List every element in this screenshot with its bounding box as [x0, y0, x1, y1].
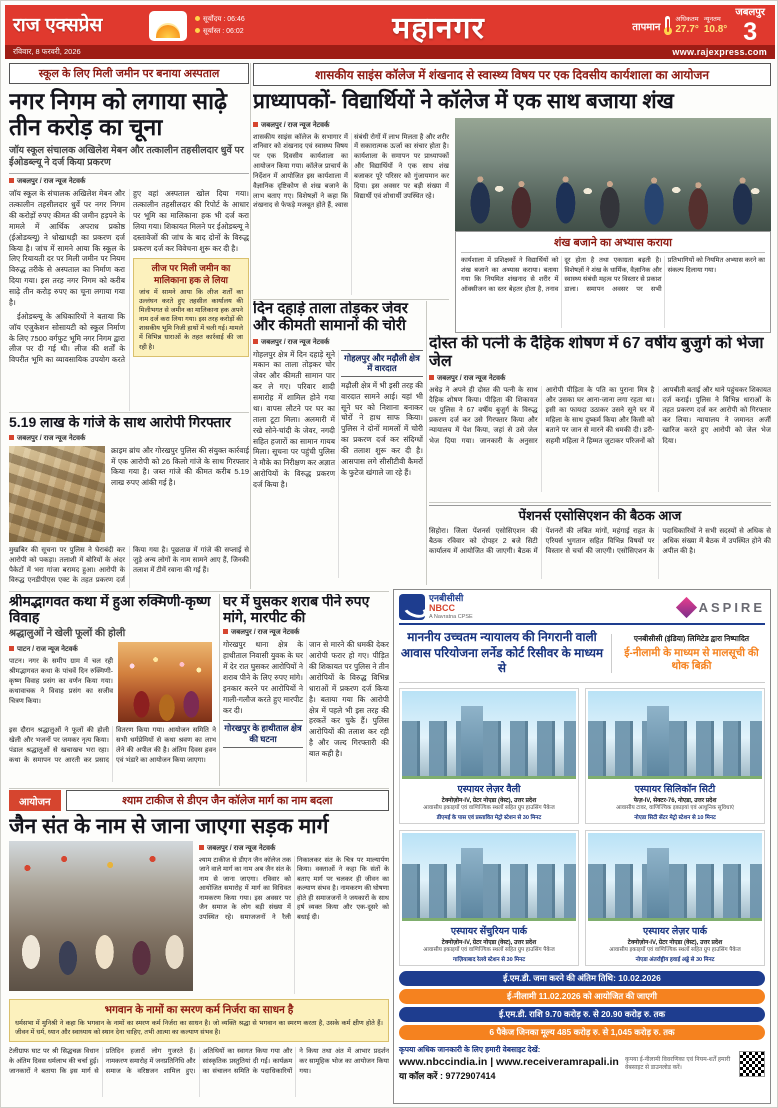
highlight-box-title: लीज पर मिली जमीन का मालिकाना हक ले लिया [151, 263, 231, 285]
bhagwat-paragraph: पाटन। नगर के समीप ग्राम में चल रही श्रीमद्भागवत कथा के पांचवें दिन रुक्मिणी-कृष्ण विवाह प्रसंग का वर्णन किया गया। कथावाचक ने विवाह प्रसंग का सजीव चित्रण किया। [9, 658, 113, 705]
brand-name: राज एक्सप्रेस [13, 15, 103, 37]
property-photo [402, 833, 576, 921]
nbcc-logo-text [429, 594, 473, 620]
page-number: 3 [743, 17, 758, 46]
property-card [399, 830, 579, 966]
ad-note: कृपया ई-नीलामी विवरणिका एवं नियम-शर्तें हमारी वेबसाइट से डाउनलोड करें। [625, 1056, 731, 1071]
lead-byline: जबलपुर / राज न्यूज नेटवर्क [9, 177, 249, 186]
property-distance: नोएडा सिटी सेंटर मेट्रो स्टेशन से 10 मिनट [634, 815, 716, 822]
temp-max: अधिकतम 27.7° [675, 16, 699, 35]
practice-box-body: कार्यशाला में प्रशिक्षकों ने विद्यार्थियों को शंख बजाने का अभ्यास कराया। बताया गया कि नियमित शंखनाद से शरीर में ऑक्सीजन का स्तर बेहतर होता है, तनाव दूर होता है तथा एकाग्रता बढ़ती है। विशेषज्ञों ने शंख के धार्मिक, वैज्ञानिक और स्वास्थ्य संबंधी महत्व पर विस्तार से प्रकाश डाला। समापन अवसर पर सभी प्रतिभागियों को नियमित अभ्यास करने का संकल्प दिलाया गया। [461, 257, 765, 293]
city-name: जबलपुर [735, 6, 765, 18]
column-rule [250, 63, 251, 589]
section-rule [9, 412, 249, 413]
ganja-body: मुखबिर की सूचना पर पुलिस ने घेराबंदी कर आरोपी को पकड़ा। तलाशी में बोरियों के अंदर पैकेटों में भरा गांजा बरामद हुआ। आरोपी के विरुद्ध एनडीपीएस एक्ट के तहत प्रकरण दर्ज किया गया है। पूछताछ में गांजे की सप्लाई से जुड़े अन्य लोगों के नाम सामने आए हैं, जिनकी तलाश में टीमें रवाना की गई हैं। [9, 546, 249, 585]
thermometer-icon [665, 16, 670, 35]
sharab-headline: घर में घुसकर शराब पीने रुपए मांगे, मारपीट की [223, 594, 370, 625]
theft-headline: दिन दहाड़े ताला तोड़कर जेवर और कीमती सामानों की चोरी [253, 301, 408, 334]
nbcc-logo [399, 594, 473, 620]
aspire-wordmark: ASPIRE [698, 599, 765, 615]
section-rule [9, 788, 389, 789]
ad-bar-emd-date: ई.एम.डी. जमा करने की अंतिम तिथि: 10.02.2026 [399, 971, 765, 986]
jain-box-title: भगवान के नामों का स्मरण कर्म निर्जरा का साधन है [104, 1003, 294, 1016]
property-detail: आवासीय इकाइयों एवं वाणिज्यिक स्थलों सहित ग्रुप हाउसिंग पैकेज [423, 804, 555, 811]
conch-kicker: शासकीय साइंस कॉलेज में शंखनाद से स्वास्थ्य विषय पर एक दिवसीय कार्यशाला का आयोजन [253, 63, 771, 86]
ad-sale-line: ई-नीलामी के माध्यम से मालसूची की थोक बिक्री [624, 646, 759, 672]
jail-byline: जबलपुर / राज न्यूज नेटवर्क [429, 374, 771, 383]
property-name: एस्पायर लेज़र पार्क [642, 926, 707, 938]
sharab-paragraph: गोरखपुर थाना क्षेत्र के हाथीताल निवासी युवक के घर में देर रात घुसकर आरोपियों ने शराब पीने के लिए रुपए मांगे। इनकार करने पर आरोपियों ने गाली-गलौज करते हुए मारपीट कर दी। [223, 640, 303, 715]
lead-kicker: स्कूल के लिए मिली जमीन पर बनाया अस्पताल [9, 63, 249, 84]
sunset-time: सूर्यास्त : 06:02 [195, 26, 245, 38]
ganja-headline: 5.19 लाख के गांजे के साथ आरोपी गिरफ्तार [9, 415, 231, 430]
ad-executor-line: एनबीसीसी (इंडिया) लिमिटेड द्वारा निष्पादित [633, 633, 750, 643]
aspire-logo-icon [675, 596, 696, 617]
edition-title: महानगर [392, 11, 485, 45]
property-photo [588, 833, 762, 921]
bhagwat-body: इस दौरान श्रद्धालुओं ने फूलों की होली खेली और भजनों पर जमकर नृत्य किया। पंडाल श्रद्धालुओं से खचाखच भरा रहा। कथा के समापन पर आरती कर प्रसाद वितरण किया गया। आयोजन समिति ने सभी धर्मप्रेमियों से कथा श्रवण का लाभ लेने की अपील की है। अंतिम दिवस हवन एवं भंडारे का आयोजन किया जाएगा। [9, 727, 216, 764]
ad-logo-row [399, 594, 765, 625]
column-rule [426, 301, 427, 585]
jain-kicker: श्याम टाकीज से डीएन जैन कॉलेज मार्ग का नाम बदला [66, 790, 389, 811]
property-location: टेक्नोज़ोन-IV, ग्रेटर नोएडा (वेस्ट), उत्तर प्रदेश [441, 940, 537, 947]
jain-headline: जैन संत के नाम से जाना जाएगा सड़क मार्ग [9, 815, 329, 838]
property-location: टेक्नोज़ोन-IV, ग्रेटर नोएडा (वेस्ट), उत्तर प्रदेश [441, 797, 537, 804]
conch-text-block [253, 118, 449, 295]
aspire-logo [679, 600, 765, 615]
property-distance: डीएमई के पास एवं प्रस्तावित मेट्रो स्टेशन से 30 मिनट [436, 815, 542, 822]
theft-byline: जबलपुर / राज न्यूज नेटवर्क [253, 338, 423, 347]
article-jain-road [9, 790, 389, 1104]
ad-headline: माननीय उच्चतम न्यायालय की निगरानी वाली आवास परियोजना लर्नेड कोर्ट रिसीवर के माध्यम से [400, 630, 604, 676]
conch-headline: प्राध्यापकों- विद्यार्थियों ने कॉलेज में एक साथ बजाया शंख [253, 90, 674, 113]
nbcc-tagline: A Navratna CPSE [429, 613, 473, 620]
jain-ceremony-photo [9, 841, 193, 991]
bhagwat-headline: श्रीमद्भागवत कथा में हुआ रुक्मिणी-कृष्ण विवाह [9, 594, 211, 625]
conch-workshop-photo [455, 118, 771, 236]
ad-websites: www.nbccindia.in | www.receiveramrapali.in [399, 1056, 619, 1069]
ganja-content [9, 446, 249, 542]
ad-headline-right [611, 634, 765, 673]
property-name: एस्पायर लेज़र वैली [457, 783, 521, 795]
lead-subhead: जॉय स्कूल संचालक अखिलेश मेबन और तत्कालीन तहसीलदार धुर्वे पर ईओडब्ल्यू ने दर्ज किया प्रकरण [9, 145, 249, 175]
nbcc-hindi: एनबीसीसी [429, 593, 464, 604]
sharab-crosshead: गोरखपुर के हाथीताल क्षेत्र की घटना [223, 720, 303, 747]
lead-paragraph: ईओडब्ल्यू के अधिकारियों ने बताया कि जॉय एजुकेशन सोसायटी को स्कूल निर्माण के लिए 7500 वर्गफुट भूमि नगर निगम द्वारा लीज पर दी गई थी। लीज की शर्तों के विपरीत भूमि का व्यावसायिक उपयोग करते हुए वहां अस्पताल खोल दिया गया। तत्कालीन तहसीलदार की रिपोर्ट के आधार पर भूमि का मालिकाना हक भी दर्ज करा लिया गया। शिकायत मिलने पर ईओडब्ल्यू ने दस्तावेजों की जांच के बाद दोनों के विरुद्ध प्रकरण दर्ज कर विवेचना शुरू कर दी है। [9, 189, 249, 365]
property-name: एस्पायर सिलिकॉन सिटी [634, 783, 716, 795]
ad-property-grid [399, 688, 765, 967]
property-distance: नोएडा अंतर्राष्ट्रीय हवाई अड्डे से 30 मिनट [635, 957, 715, 964]
pension-body: सिहोरा। जिला पेंशनर्स एसोसिएशन की बैठक रविवार को दोपहर 2 बजे सिटी कार्यालय में आयोजित की जाएगी। बैठक में पेंशनरों की लंबित मांगों, महंगाई राहत के एरियर्स भुगतान सहित विभिन्न विषयों पर विस्तार से चर्चा की जाएगी। एसोसिएशन के पदाधिकारियों ने सभी सदस्यों से अधिक से अधिक संख्या में बैठक में उपस्थित होने की अपील की है। [429, 527, 771, 555]
nbcc-logo-icon [399, 594, 425, 620]
theft-crosshead: गोहलपुर और मढ़ौली क्षेत्र में वारदात [341, 350, 423, 377]
conch-practice-box [455, 231, 771, 333]
jain-byline: जबलपुर / राज न्यूज नेटवर्क [199, 844, 389, 853]
property-detail: आवासीय इकाइयों एवं वाणिज्यिक स्थलों सहित ग्रुप हाउसिंग पैकेज [423, 947, 555, 954]
sun-times [195, 14, 245, 38]
section-rule [9, 591, 389, 592]
article-jail [429, 335, 771, 501]
conch-body: शासकीय साइंस कॉलेज के सभागार में शनिवार को शंखनाद एवं स्वास्थ्य विषय पर एक दिवसीय कार्यशाला का आयोजन किया गया। कॉलेज प्राचार्य के निर्देशन में आयोजित इस कार्यशाला में वैज्ञानिक दृष्टिकोण से शंख बजाने के लाभ बताए गए। विशेषज्ञों ने कहा कि शंखनाद से फेफड़े मजबूत होते हैं, श्वास संबंधी रोगों में लाभ मिलता है और शरीर में सकारात्मक ऊर्जा का संचार होता है। कार्यशाला के समापन पर प्राध्यापकों और विद्यार्थियों ने एक साथ शंख बजाकर पूरे परिसर को गुंजायमान कर दिया। इस अवसर पर बड़ी संख्या में विद्यार्थी एवं शोधार्थी उपस्थित रहे। [253, 133, 449, 210]
property-card [399, 688, 579, 824]
edition-date: रविवार, 8 फरवरी, 2026 [13, 47, 81, 56]
sunset-icon [195, 28, 200, 33]
website-url: www.rajexpress.com [672, 47, 767, 57]
masthead [5, 5, 775, 59]
ad-headline-row [399, 625, 765, 683]
sharab-paragraph: जान से मारने की धमकी देकर आरोपी फरार हो गए। पीड़ित की शिकायत पर पुलिस ने तीन आरोपियों के विरुद्ध विभिन्न धाराओं में प्रकरण दर्ज किया है। बताया गया कि आरोपी क्षेत्र में पहले भी इस तरह की हरकतें कर चुके हैं। पुलिस आरोपियों की तलाश कर रही है और जल्द गिरफ्तारी की बात कही है। [309, 640, 389, 759]
bhagwat-subhead: श्रद्धालुओं ने खेली फूलों की होली [9, 628, 126, 640]
property-distance: गाज़ियाबाद रेलवे स्टेशन से 30 मिनट [452, 957, 526, 964]
property-detail: आवासीय इकाइयों एवं वाणिज्यिक स्थलों सहित ग्रुप हाउसिंग पैकेज [609, 947, 741, 954]
column-rule [219, 594, 220, 786]
ad-footer-left [399, 1045, 619, 1082]
sunrise-icon [195, 16, 200, 21]
lead-body [9, 189, 249, 411]
lead-paragraph: जॉय स्कूल के संचालक अखिलेश मेबन और तत्कालीन तहसीलदार धुर्वे पर नगर निगम की करोड़ों रुपए कीमत की जमीन हड़पने के मामले में आर्थिक अपराध प्रकोष्ठ (ईओडब्ल्यू) ने धोखाधड़ी का प्रकरण दर्ज किया है। जांच में सामने आया कि स्कूल के लिए रियायती दर पर मिली जमीन पर नियम विरुद्ध तरीके से अस्पताल का निर्माण करा दिया गया। इस तरह नगर निगम को करीब साढ़े तीन करोड़ रुपए का चूना लगाया गया है। [9, 189, 125, 307]
property-card [585, 830, 765, 966]
jain-highlight-box [9, 999, 389, 1043]
jain-text-block [199, 841, 389, 994]
ad-info-bars [399, 971, 765, 1040]
jain-box-body: धर्मसभा में मुनिश्री ने कहा कि भगवान के नामों का स्मरण कर्म निर्जरा का साधन है। जो व्यक्ति श्रद्धा से भगवान का स्मरण करता है, उसके कर्म क्षीण होते हैं। जीवन में धर्म, ध्यान और स्वाध्याय को स्थान देना चाहिए, तभी आत्मा का कल्याण संभव है। [15, 1019, 383, 1037]
nbcc-advertisement [393, 589, 771, 1104]
city-page-block [735, 8, 767, 45]
nbcc-english: NBCC [429, 603, 455, 613]
ad-footer-label: कृपया अधिक जानकारी के लिए हमारी वेबसाइट देखें: [399, 1045, 541, 1055]
theft-paragraph: गोहलपुर क्षेत्र में दिन दहाड़े सूने मकान का ताला तोड़कर चोर जेवर और कीमती सामान पार कर ले गए। परिवार शादी समारोह में शामिल होने गया था। वापस लौटने पर घर का ताला टूटा मिला। अलमारी में रखे सोने-चांदी के जेवर, नगदी सहित हजारों का सामान गायब मिला। सूचना पर पहुंची पुलिस ने मौके का निरीक्षण कर अज्ञात आरोपियों के विरुद्ध प्रकरण दर्ज किया है। [253, 349, 335, 490]
ad-phone: या कॉल करें : 9772907414 [399, 1071, 496, 1082]
ad-bar-package-value: 6 पैकेज जिनका मूल्य 485 करोड़ रु. से 1,045 करोड़ रु. तक [399, 1025, 765, 1040]
jain-body-bottom: टेलीग्राफ घाट पर श्री सिद्धचक्र विधान के अंतिम दिवस धर्मलाभ की चर्चा हुई। जानकारों ने बताया कि इस मार्ग से प्रतिदिन हजारों लोग गुजरते हैं। नामकरण समारोह में जनप्रतिनिधि और समाज के वरिष्ठजन शामिल हुए। अतिथियों का स्वागत किया गया और सांस्कृतिक प्रस्तुतियां दी गईं। कार्यक्रम का संचालन समिति के पदाधिकारियों ने किया तथा अंत में आभार प्रदर्शन कर सामूहिक भोज का आयोजन किया गया। [9, 1048, 389, 1075]
section-tag: आयोजन [9, 790, 61, 811]
practice-box-title: शंख बजाने का अभ्यास कराया [461, 235, 765, 253]
bhagwat-katha-photo [118, 642, 212, 722]
conch-byline: जबलपुर / राज न्यूज नेटवर्क [253, 121, 449, 130]
jain-top-row [9, 790, 389, 811]
property-location: फेज़-IV, सेक्टर-76, नोएडा, उत्तर प्रदेश [633, 797, 717, 804]
sharab-byline: जबलपुर / राज न्यूज नेटवर्क [223, 628, 389, 637]
ad-bar-emd-amount: ई.एम.डी. राशि 9.70 करोड़ रु. से 20.90 करोड़ रु. तक [399, 1007, 765, 1022]
bhagwat-content [9, 642, 216, 722]
lead-headline: नगर निगम को लगाया साढ़े तीन करोड़ का चूना [9, 88, 227, 140]
jain-content [9, 841, 389, 994]
property-location: टेक्नोज़ोन-IV, ग्रेटर नोएडा (वेस्ट), उत्तर प्रदेश [627, 940, 723, 947]
article-pensioners [429, 505, 771, 585]
property-card [585, 688, 765, 824]
sun-logo-icon [149, 11, 187, 41]
property-detail: आवासीय टावर, वाणिज्यिक इकाइयां एवं आधुनिक सुविधाएं [616, 804, 734, 811]
ad-bar-auction-date: ई-नीलामी 11.02.2026 को आयोजित की जाएगी [399, 989, 765, 1004]
qr-code [739, 1051, 765, 1077]
lead-highlight-box [133, 258, 249, 356]
article-ganja-arrest [9, 415, 249, 589]
bhagwat-text-block [9, 642, 113, 722]
ganja-byline: जबलपुर / राज न्यूज नेटवर्क [9, 434, 249, 443]
highlight-box-body: जांच में सामने आया कि लीज शर्तों का उल्लंघन करते हुए तहसील कार्यालय की मिलीभगत से जमीन का मालिकाना हक अपने नाम दर्ज करा लिया गया। इस तरह करोड़ों की शासकीय भूमि निजी हाथों में चली गई। मामले में विभिन्न धाराओं के तहत कार्रवाई की जा रही है। [139, 288, 243, 351]
temperature-block [632, 16, 727, 36]
jain-body: श्याम टाकीज से डीएन जैन कॉलेज तक जाने वाले मार्ग का नाम अब जैन संत के नाम से जाना जाएगा। रविवार को आयोजित समारोह में मार्ग का विधिवत नामकरण किया गया। इस अवसर पर जैन समाज के लोग बड़ी संख्या में उपस्थित रहे। समाजजनों ने रैली निकालकर संत के चित्र पर माल्यार्पण किया। वक्ताओं ने कहा कि संतों के बताए मार्ग पर चलकर ही जीवन का कल्याण संभव है। नामकरण की घोषणा होते ही समाजजनों ने जयकारों के साथ हर्ष व्यक्त किया और एक-दूसरे को बधाई दी। [199, 856, 389, 921]
article-theft [253, 301, 423, 589]
ad-footer [399, 1045, 765, 1082]
seized-ganja-photo [9, 446, 105, 542]
temp-min: न्यूनतम 10.8° [703, 16, 728, 35]
sharab-body [223, 640, 389, 782]
masthead-strip [5, 45, 775, 59]
section-rule [253, 299, 449, 300]
theft-body [253, 350, 423, 578]
article-bhagwat-katha [9, 594, 216, 786]
jail-body: अधेड़ ने अपने ही दोस्त की पत्नी के साथ दैहिक शोषण किया। पीड़िता की शिकायत पर पुलिस ने 67 वर्षीय बुजुर्ग के विरुद्ध प्रकरण दर्ज कर उसे गिरफ्तार किया और न्यायालय में पेश किया, जहां से उसे जेल भेज दिया गया। जानकारी के अनुसार आरोपी पीड़िता के पति का पुराना मित्र है और उसका घर आना-जाना लगा रहता था। इसी का फायदा उठाकर उसने सूने घर में महिला के साथ दुष्कर्म किया और किसी को बताने पर जान से मारने की धमकी दी। डरी-सहमी महिला ने हिम्मत जुटाकर परिजनों को आपबीती बताई और थाने पहुंचकर शिकायत दर्ज कराई। पुलिस ने विभिन्न धाराओं के तहत प्रकरण दर्ज कर आरोपी को गिरफ्तार कर लिया। न्यायालय ने जमानत अर्जी खारिज करते हुए आरोपी को जेल भेज दिया। [429, 386, 771, 445]
sunrise-time: सूर्योदय : 06:46 [195, 14, 245, 26]
article-assault [223, 594, 389, 786]
temperature-label: तापमान [632, 21, 661, 33]
masthead-main [5, 5, 775, 45]
theft-paragraph: मढ़ौली क्षेत्र में भी इसी तरह की वारदात सामने आई। यहां भी सूने घर को निशाना बनाकर चोरों ने हाथ साफ किया। पुलिस ने दोनों मामलों में चोरी का प्रकरण दर्ज कर संदिग्धों की तलाश शुरू कर दी है। आसपास लगे सीसीटीवी कैमरों के फुटेज खंगाले जा रहे हैं। [341, 380, 423, 477]
ganja-paragraph: क्राइम ब्रांच और गोरखपुर पुलिस की संयुक्त कार्रवाई में एक आरोपी को 26 किलो गांजे के साथ गिरफ्तार किया गया है। जब्त गांजे की कीमत करीब 5.19 लाख रुपए आंकी गई है। [111, 445, 249, 488]
property-photo [588, 691, 762, 779]
bhagwat-byline: पाटन / राज न्यूज नेटवर्क [9, 645, 113, 654]
article-lead [9, 63, 249, 411]
jail-headline: दोस्त की पत्नी के दैहिक शोषण में 67 वर्षीय बुजुर्ग को भेजा जेल [429, 335, 764, 370]
pension-headline: पेंशनर्स एसोसिएशन की बैठक आज [518, 508, 682, 523]
property-name: एस्पायर सेंचुरियन पार्क [450, 926, 528, 938]
property-photo [402, 691, 576, 779]
section-rule [429, 502, 771, 503]
